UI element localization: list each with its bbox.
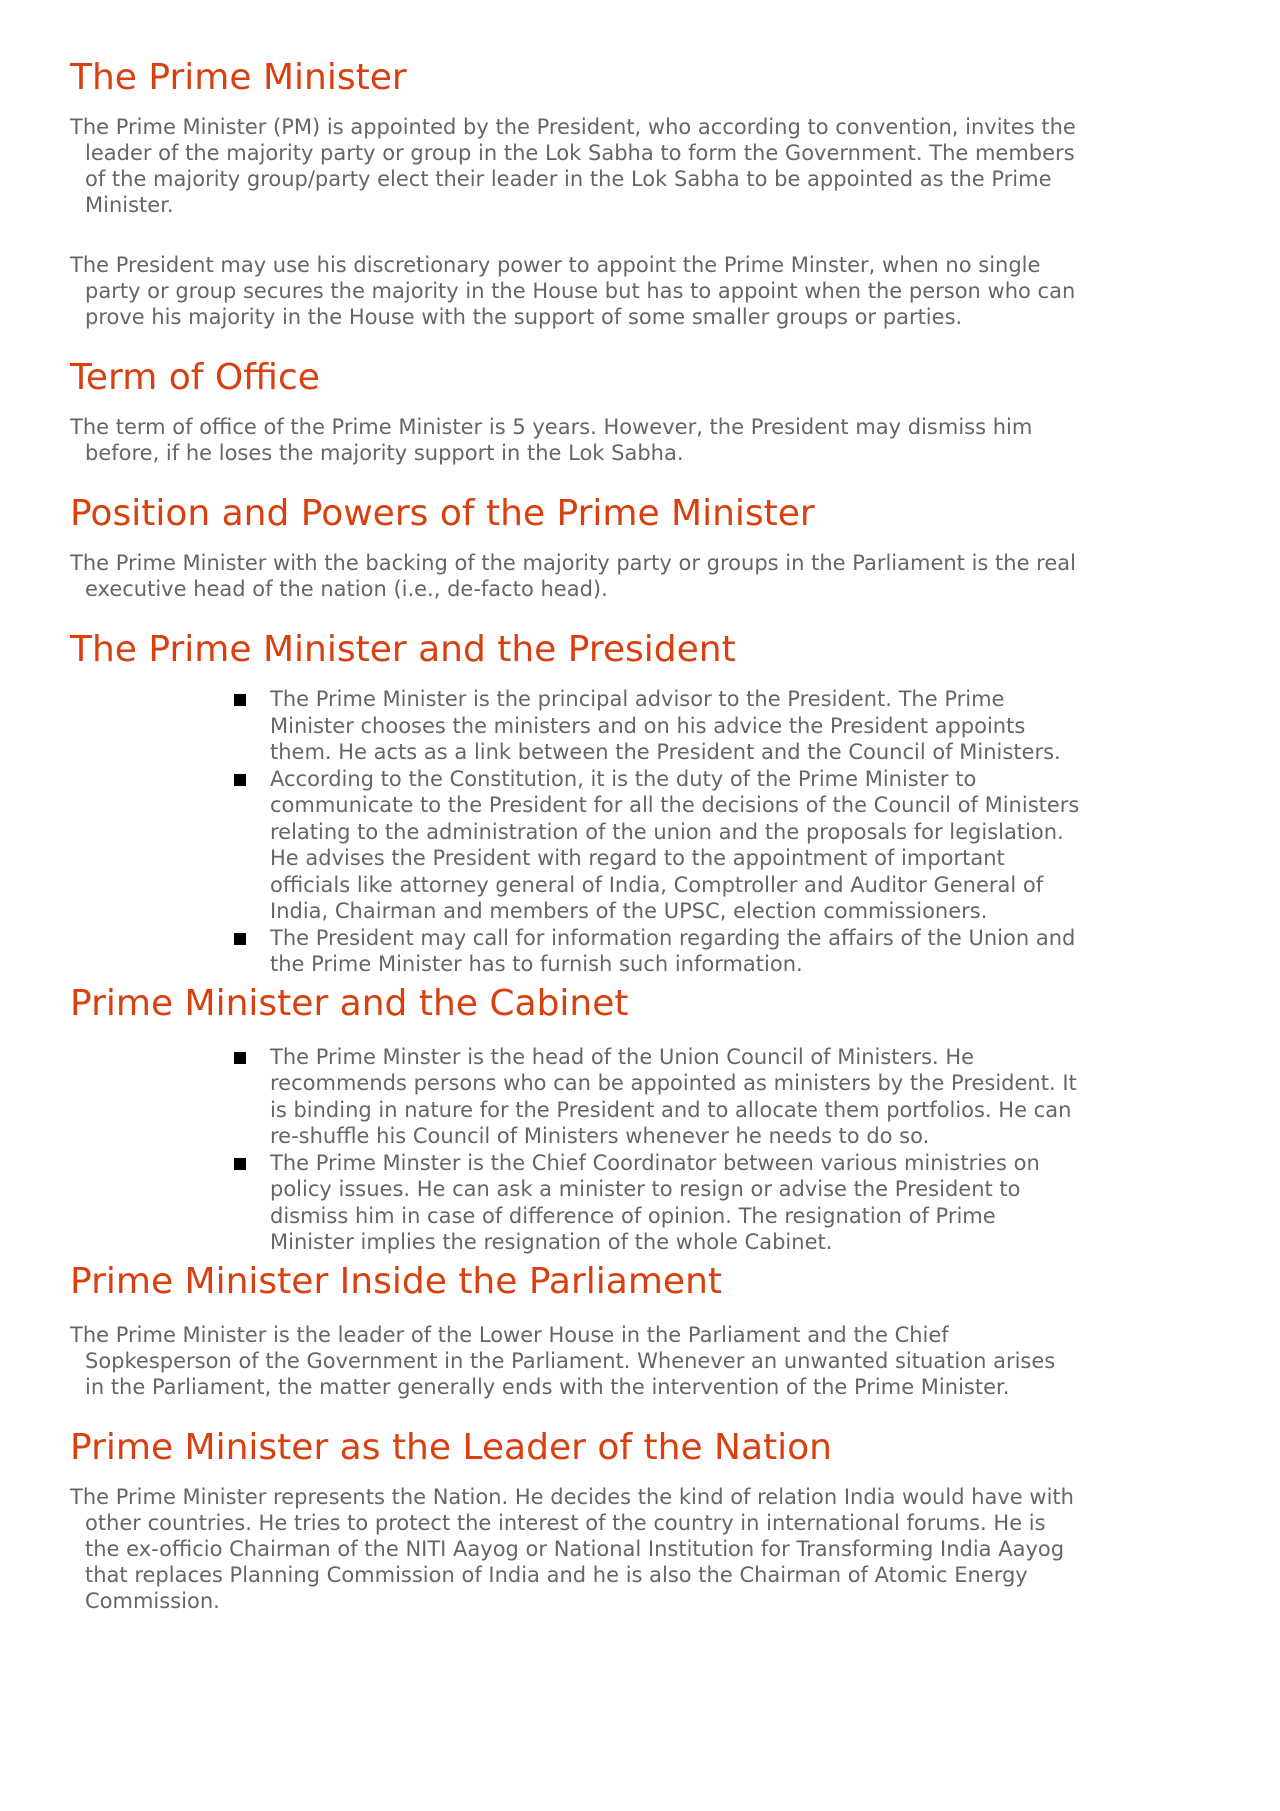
list-item-text: The President may call for information regarding the affairs of the Union and the Prime Minister has to furnish such information. <box>270 925 1076 976</box>
bullet-square-icon <box>234 694 246 706</box>
bullet-list <box>70 686 1080 978</box>
section-heading-pm-leader-of-nation: Prime Minister as the Leader of the Nation <box>70 1426 832 1468</box>
bullet-square-icon <box>234 1052 246 1064</box>
list-item-text: The Prime Minister is the principal advisor to the President. The Prime Minister chooses the ministers and on his advice the President appoints them. He acts as a link between the President and the Council of Ministers. <box>270 687 1061 764</box>
section-heading-prime-minister: The Prime Minister <box>70 57 407 98</box>
bullet-square-icon <box>234 774 246 786</box>
section-heading-term-of-office: Term of Office <box>70 357 320 398</box>
paragraph: The Prime Minister with the backing of the majority party or groups in the Parliament is the real executive head of the nation (i.e., de-facto head). <box>70 551 1076 601</box>
list-item <box>234 686 1080 766</box>
list-item <box>234 1150 1080 1256</box>
section-heading-position-and-powers: Position and Powers of the Prime Minister <box>70 493 815 534</box>
bullet-list <box>70 1044 1080 1256</box>
list-item-text: According to the Constitution, it is the duty of the Prime Minister to communicate to the President for all the decisions of the Council of Ministers relating to the administration of the union and the proposals for legislation. He advises the President with regard to the appointment of important officials like attorney general of India, Comptroller and Auditor General of India, Chairman and members of the UPSC, election commissioners. <box>270 766 1080 923</box>
list-item <box>234 925 1080 978</box>
bullet-square-icon <box>234 933 246 945</box>
paragraph: The term of office of the Prime Minister is 5 years. However, the President may dismiss him before, if he loses the majority support in the Lok Sabha. <box>70 415 1033 465</box>
section-heading-pm-inside-parliament: Prime Minister Inside the Parliament <box>70 1260 723 1302</box>
document-page <box>70 56 1080 1614</box>
list-item <box>234 1044 1080 1150</box>
paragraph: The Prime Minister is the leader of the Lower House in the Parliament and the Chief Sopkesperson of the Government in the Parliament. Whenever an unwanted situation arises in the Parliament, the matter generally ends with the intervention of the Prime Minister. <box>70 1322 1056 1399</box>
paragraph: The Prime Minister (PM) is appointed by the President, who according to convention, invites the leader of the majority party or group in the Lok Sabha to form the Government. The members of the majority group/party elect their leader in the Lok Sabha to be appointed as the Prime Minister. <box>70 115 1076 217</box>
section-heading-pm-and-cabinet: Prime Minister and the Cabinet <box>70 982 629 1024</box>
bullet-square-icon <box>234 1158 246 1170</box>
paragraph: The Prime Minister represents the Nation. He decides the kind of relation India would have with other countries. He tries to protect the interest of the country in international forums. He is the ex-officio Chairman of the NITI Aayog or National Institution for Transforming India Aayog that replaces Planning Commission of India and he is also the Chairman of Atomic Energy Commission. <box>70 1484 1074 1613</box>
list-item-text: The Prime Minster is the head of the Union Council of Ministers. He recommends persons who can be appointed as ministers by the President. It is binding in nature for the President and to allocate them portfolios. He can re-shuffle his Council of Ministers whenever he needs to do so. <box>270 1044 1077 1148</box>
list-item <box>234 766 1080 925</box>
list-item-text: The Prime Minster is the Chief Coordinator between various ministries on policy issues. He can ask a minister to resign or advise the President to dismiss him in case of difference of opinion. The resignation of Prime Minister implies the resignation of the whole Cabinet. <box>270 1150 1040 1254</box>
paragraph: The President may use his discretionary power to appoint the Prime Minster, when no single party or group secures the majority in the House but has to appoint when the person who can prove his majority in the House with the support of some smaller groups or parties. <box>70 253 1076 329</box>
section-heading-pm-and-president: The Prime Minister and the President <box>70 629 736 670</box>
